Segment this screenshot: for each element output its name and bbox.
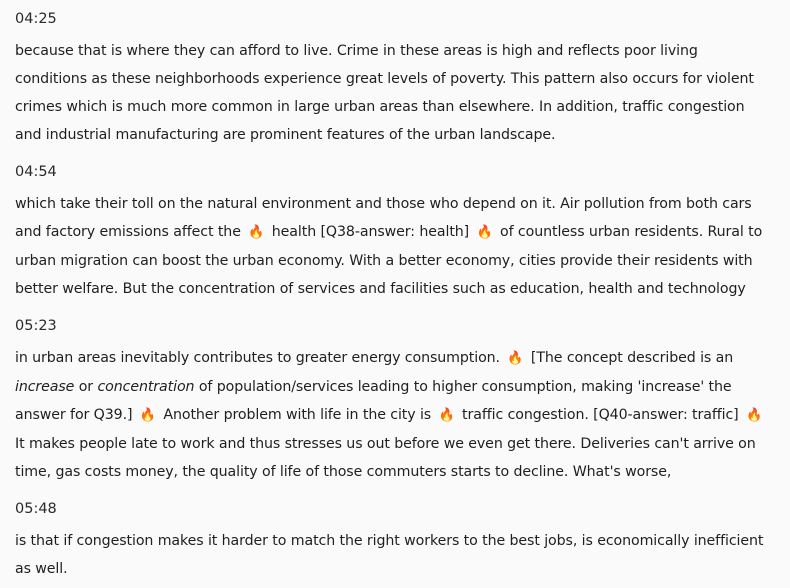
emphasized-text: concentration — [97, 379, 195, 395]
timestamp[interactable]: 05:23 — [15, 318, 57, 334]
fire-icon: 🔥 — [507, 351, 524, 366]
fire-icon: 🔥 — [248, 225, 265, 240]
transcript-segment — [15, 499, 772, 583]
transcript-segment — [15, 316, 772, 486]
emphasized-text: increase — [15, 379, 75, 395]
text-run: in urban areas inevitably contributes to greater energy consumption. — [15, 350, 500, 366]
text-run: traffic congestion. [Q40-answer: traffic] — [462, 407, 739, 423]
fire-icon: 🔥 — [139, 408, 156, 423]
text-run: of countless urban residents. Rural to urban migration can boost the urban economy. With a better economy, cities provide their residents with better welfare. But the concentration of services and facilities such as education, health and technology — [15, 224, 763, 297]
text-run: is that if congestion makes it harder to match the right workers to the best jobs, is economically inefficient as well. — [15, 533, 764, 577]
transcript-segment — [15, 162, 772, 303]
segment-text — [15, 527, 772, 583]
text-run: [The concept described is an — [530, 350, 734, 366]
text-run: of population/services leading to higher consumption, making 'increase' the answer for Q39.] — [15, 379, 732, 423]
text-run: which take their toll on the natural environment and those who depend on it. Air pollution from both cars and factory emissions affect the — [15, 196, 752, 240]
segment-text — [15, 37, 772, 149]
segment-text — [15, 344, 772, 486]
text-run: because that is where they can afford to live. Crime in these areas is high and reflects poor living conditions as these neighborhoods experience great levels of poverty. This pattern also occurs for violent crimes which is much more common in large urban areas than elsewhere. In addition, traffic congestion and industrial manufacturing are prominent features of the urban landscape. — [15, 43, 754, 143]
timestamp[interactable]: 04:25 — [15, 11, 57, 27]
segment-text — [15, 190, 772, 303]
text-run: Another problem with life in the city is — [163, 407, 432, 423]
fire-icon: 🔥 — [746, 408, 763, 423]
transcript-segment — [15, 9, 772, 149]
text-run: health [Q38-answer: health] — [271, 224, 470, 240]
timestamp[interactable]: 05:48 — [15, 501, 57, 517]
fire-icon: 🔥 — [438, 408, 455, 423]
text-run: or — [74, 379, 98, 395]
fire-icon: 🔥 — [476, 225, 493, 240]
text-run: It makes people late to work and thus stresses us out before we even get there. Deliveries can't arrive on time, gas costs money, the quality of life of those commuters starts to decline. What's worse, — [15, 436, 756, 480]
timestamp[interactable]: 04:54 — [15, 164, 57, 180]
